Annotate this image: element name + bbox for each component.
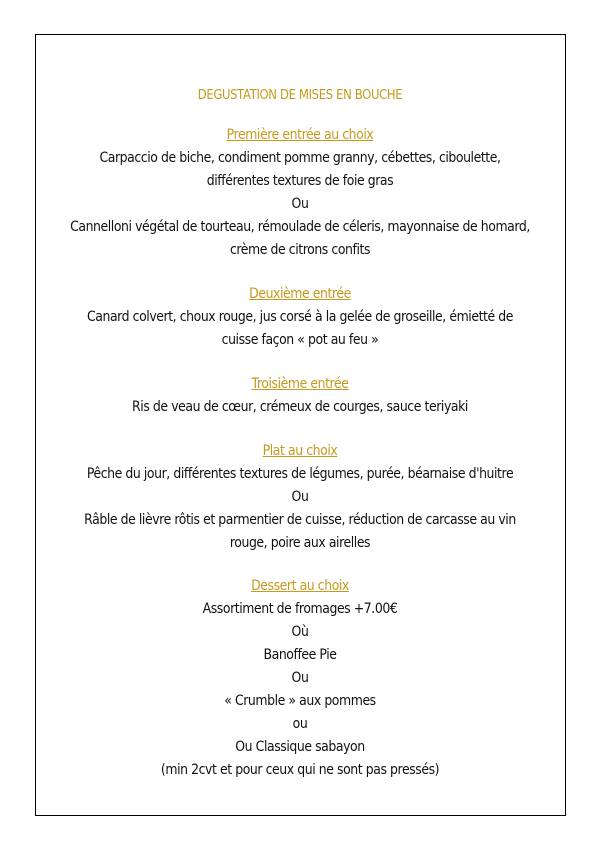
- menu-line: cuisse façon « pot au feu »: [221, 332, 379, 348]
- section-heading-troisieme-entree: Troisième entrée: [251, 376, 349, 392]
- menu-line: Carpaccio de biche, condiment pomme granny, cébettes, ciboulette,: [99, 150, 501, 166]
- menu-line: rouge, poire aux airelles: [229, 535, 371, 551]
- menu-line: « Crumble » aux pommes: [224, 693, 376, 709]
- menu-line: Pêche du jour, différentes textures de légumes, purée, béarnaise d'huitre: [86, 466, 514, 482]
- menu-line: crème de citrons confits: [229, 242, 371, 258]
- menu-line: Banoffee Pie: [263, 647, 337, 663]
- menu-line: Cannelloni végétal de tourteau, rémoulade de céleris, mayonnaise de homard,: [70, 219, 530, 235]
- menu-separator-ou: Ou: [291, 489, 309, 505]
- section-heading-premiere-entree: Première entrée au choix: [226, 127, 374, 143]
- menu-separator-ou: Ou: [291, 196, 309, 212]
- menu-separator-ou: Ou: [291, 670, 309, 686]
- menu-separator-ou: ou: [292, 716, 308, 732]
- menu-line: Ris de veau de cœur, crémeux de courges, sauce teriyaki: [132, 399, 468, 415]
- menu-title: DEGUSTATION DE MISES EN BOUCHE: [197, 87, 403, 103]
- menu-line: Ou Classique sabayon: [235, 739, 365, 755]
- menu-line: Assortiment de fromages +7.00€: [202, 601, 398, 617]
- menu-line: différentes textures de foie gras: [206, 173, 394, 189]
- section-heading-deuxieme-entree: Deuxième entrée: [249, 286, 351, 302]
- menu-line: Râble de lièvre rôtis et parmentier de cuisse, réduction de carcasse au vin: [84, 512, 516, 528]
- menu-note: (min 2cvt et pour ceux qui ne sont pas pressés): [160, 762, 440, 778]
- menu-separator-ou: Où: [291, 624, 309, 640]
- menu-line: Canard colvert, choux rouge, jus corsé à la gelée de groseille, émietté de: [86, 309, 514, 325]
- section-heading-plat: Plat au choix: [262, 443, 338, 459]
- section-heading-dessert: Dessert au choix: [251, 578, 349, 594]
